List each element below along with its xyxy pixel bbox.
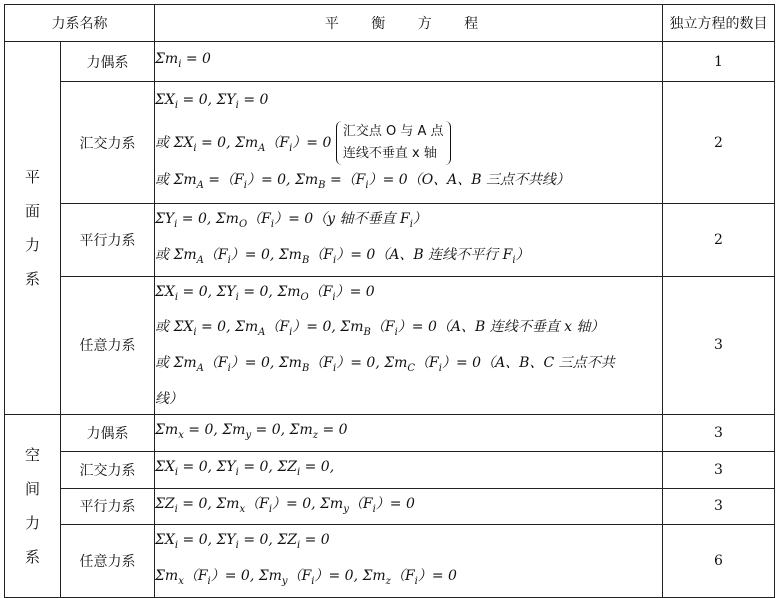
table-row [5, 525, 775, 598]
row-name: 汇交力系 [61, 82, 155, 204]
equation-line: $\Sigma m_x = 0$, $\Sigma m_y = 0$, $\Sigma m_z = 0$ [155, 421, 348, 441]
table-row [5, 276, 775, 414]
count-cell: 1 [663, 42, 775, 82]
count-cell: 2 [663, 82, 775, 204]
equation-line: 或 $\Sigma X_i = 0$, $\Sigma m_A(F_i)= 0$, $\Sigma m_B(F_i)= 0(A$、B 连线不垂直 x 轴） [155, 319, 605, 339]
equation-cell [155, 414, 663, 451]
row-name: 力偶系 [61, 414, 155, 451]
equation-cell [155, 42, 663, 82]
equation-line: $\Sigma X_i = 0$, $\Sigma Y_i = 0$ [155, 91, 269, 111]
equation-line: $\Sigma Z_i = 0$, $\Sigma m_x(F_i)= 0$, $\Sigma m_y(F_i)= 0$ [155, 495, 415, 515]
equation-line: $\Sigma X_i = 0$, $\Sigma Y_i = 0$, $\Sigma Z_i = 0$, [155, 458, 335, 478]
equation-line: $\Sigma X_i = 0$, $\Sigma Y_i = 0$, $\Sigma Z_i = 0$ [155, 532, 330, 552]
count-cell: 3 [663, 451, 775, 488]
row-name: 任意力系 [61, 525, 155, 598]
row-name: 力偶系 [61, 42, 155, 82]
row-name: 平行力系 [61, 204, 155, 277]
equation-cell [155, 204, 663, 277]
equation-cell [155, 525, 663, 598]
condition-line: 连线不垂直 x 轴 [342, 145, 437, 161]
table-row [5, 204, 775, 277]
equation-line: $\Sigma X_i = 0$, $\Sigma Y_i = 0$, $\Sigma m_O(F_i)= 0$ [155, 283, 375, 303]
equation-line: 或 $\Sigma m_A(F_i)= 0$, $\Sigma m_B(F_i)= 0(A$、B 连线不平行 $F_i$） [155, 246, 530, 266]
table-row [5, 82, 775, 204]
count-cell: 3 [663, 414, 775, 451]
row-name: 平行力系 [61, 488, 155, 525]
equation-cell [155, 82, 663, 204]
equation-line: 或 $\Sigma m_A =(F_i)= 0$, $\Sigma m_B =(F_i)= 0(O$、A、B 三点不共线） [155, 171, 571, 191]
header-row [5, 5, 775, 42]
equation-line: 或 $\Sigma m_A(F_i)= 0$, $\Sigma m_B(F_i)= 0$, $\Sigma m_C(F_i)= 0(A$、B、C 三点不共 [155, 355, 615, 374]
table-row [5, 488, 775, 525]
equation-line: 线） [155, 390, 183, 407]
table-row [5, 42, 775, 82]
group-label-spatial: 空间力系 [5, 414, 61, 597]
table-row [5, 451, 775, 488]
condition-line: 汇交点 O 与 A 点 [342, 123, 444, 139]
header-independent-count: 独立方程的数目 [663, 5, 775, 42]
equation-line: $\Sigma m_x(F_i)= 0$, $\Sigma m_y(F_i)= 0$, $\Sigma m_z(F_i)= 0$ [155, 568, 457, 587]
row-name: 任意力系 [61, 276, 155, 414]
header-force-system-name: 力系名称 [5, 5, 155, 42]
equation-cell [155, 451, 663, 488]
table-row [5, 414, 775, 451]
equilibrium-equations-table [4, 4, 775, 598]
group-label-planar: 平面力系 [5, 42, 61, 415]
count-cell: 3 [663, 276, 775, 414]
condition-brace [336, 121, 451, 165]
equation-line: 或 $\Sigma X_i = 0$, $\Sigma m_A(F_i)= 0$ 汇交点 O 与 A 点 连线不垂直 x 轴 [155, 121, 662, 165]
count-cell: 2 [663, 204, 775, 277]
equation-line: $\Sigma Y_i = 0$, $\Sigma m_O(F_i)= 0(y$ 轴不垂直 $F_i$） [155, 211, 427, 230]
row-name: 汇交力系 [61, 451, 155, 488]
equation-cell [155, 488, 663, 525]
equation-cell [155, 276, 663, 414]
count-cell: 3 [663, 488, 775, 525]
count-cell: 6 [663, 525, 775, 598]
equation-line: $\Sigma m_i = 0$ [155, 50, 211, 70]
header-equilibrium-equations: 平 衡 方 程 [155, 5, 663, 42]
